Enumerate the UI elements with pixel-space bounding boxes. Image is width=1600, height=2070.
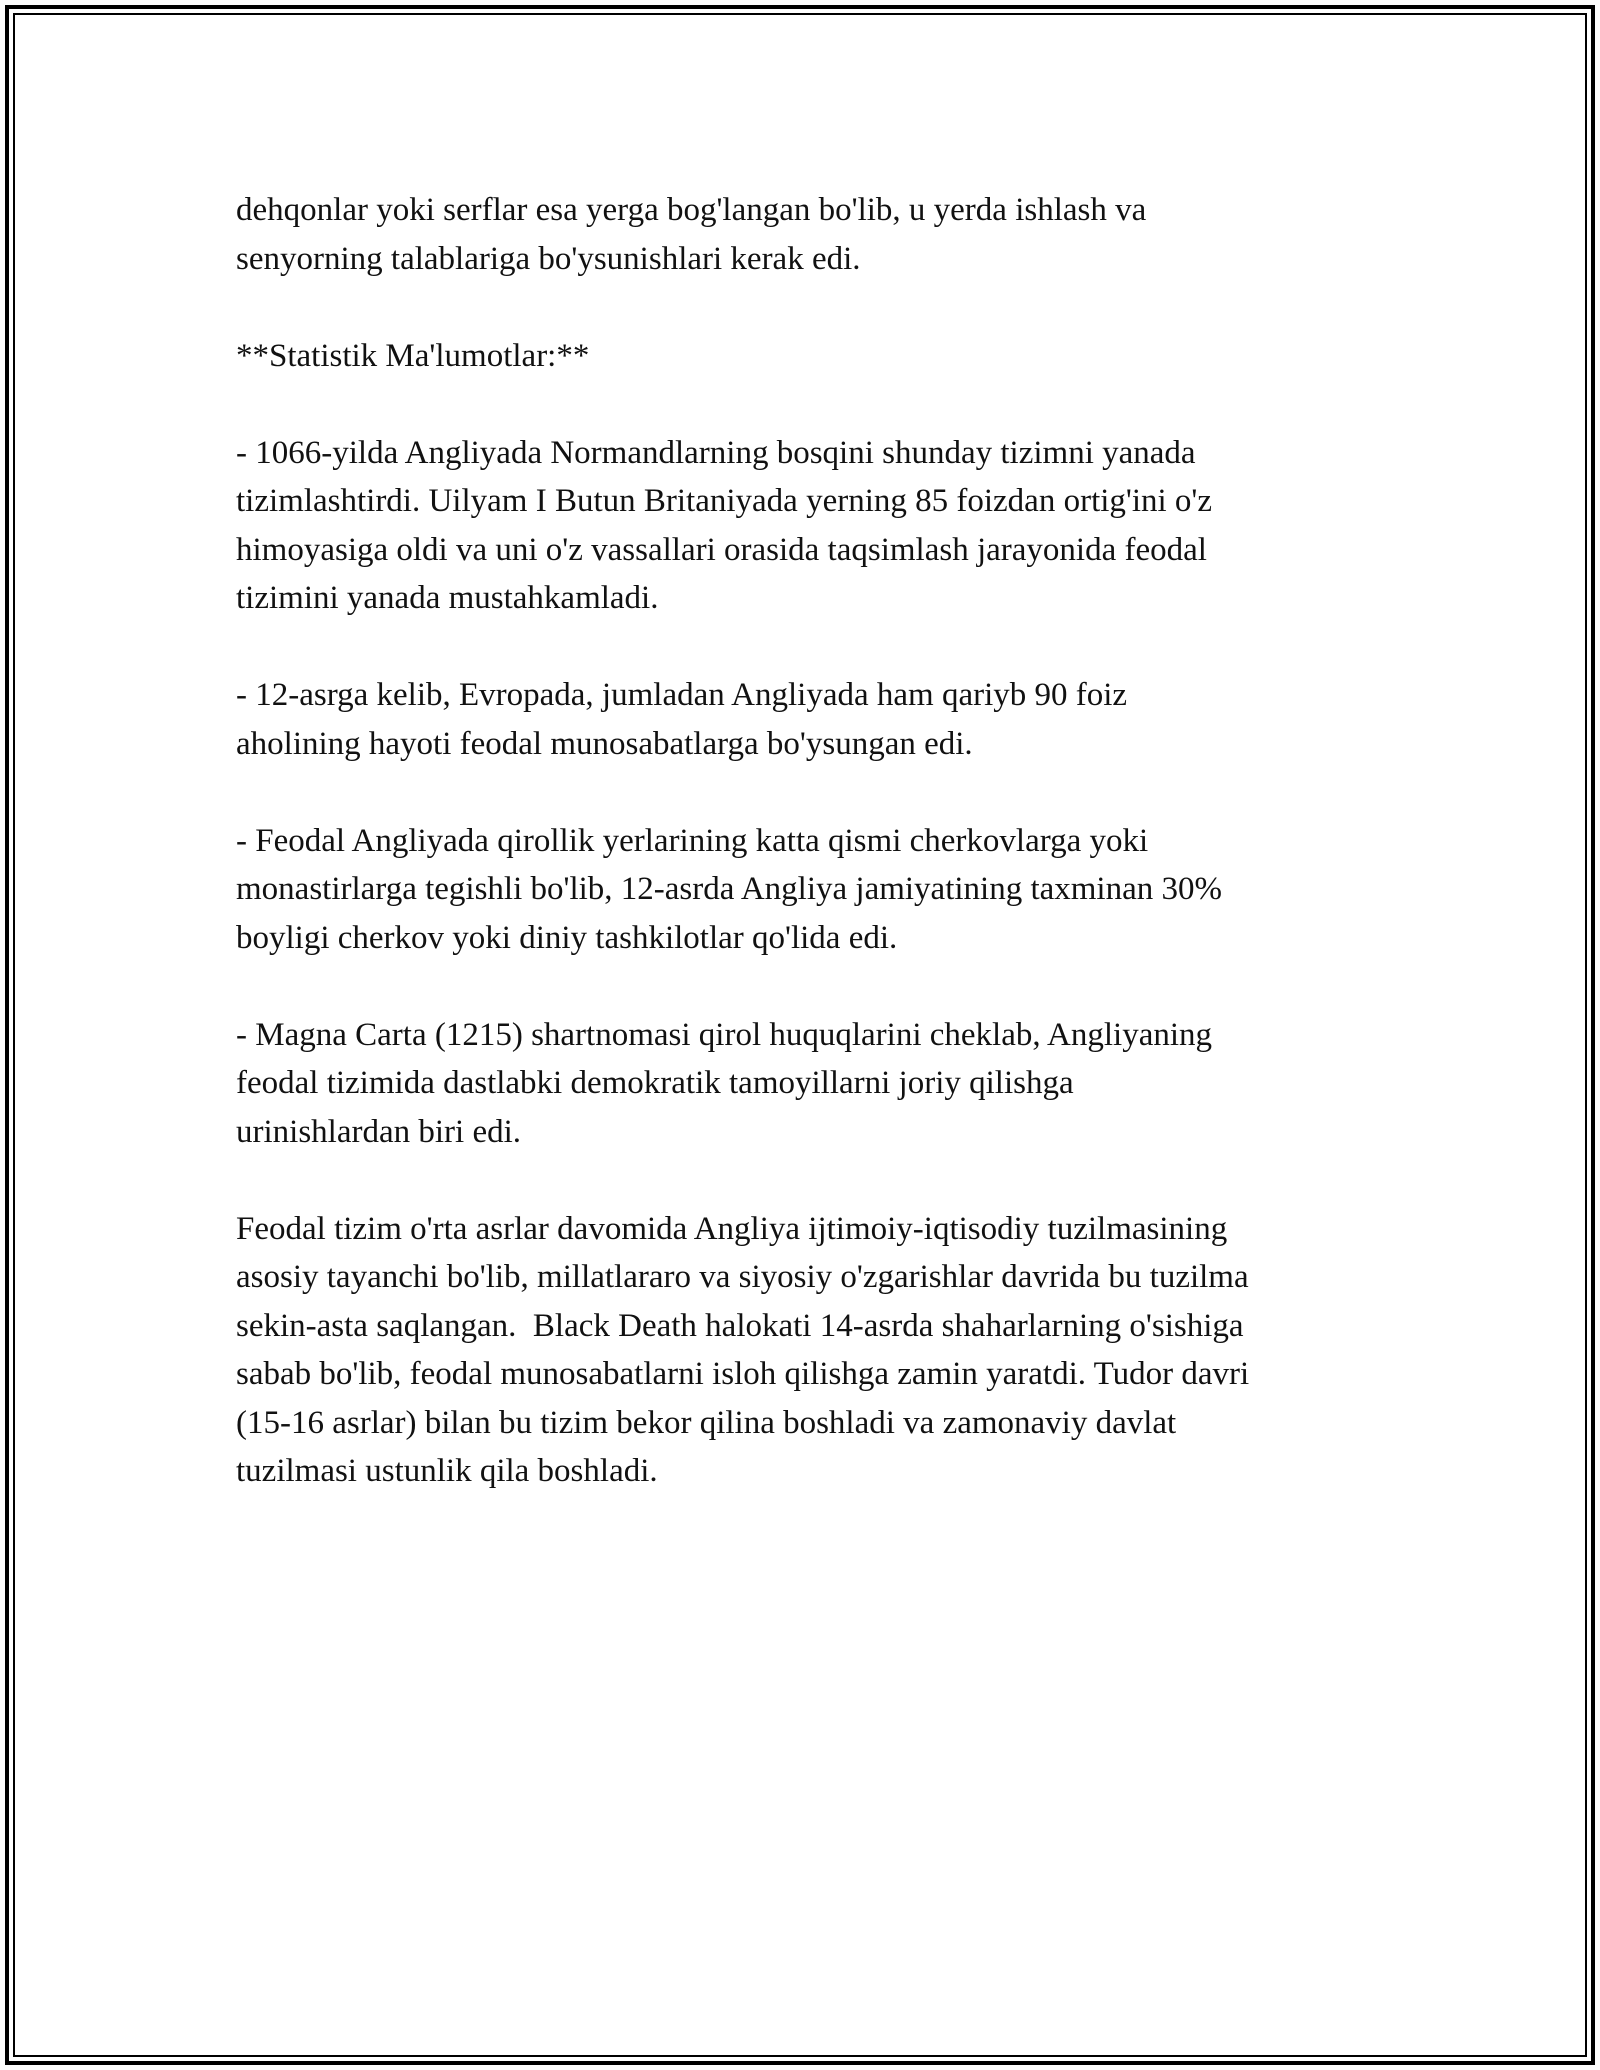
paragraph-serfs: dehqonlar yoki serflar esa yerga bog'langan bo'lib, u yerda ishlash va senyorning talablariga bo'ysunishlari kerak edi.	[236, 192, 1147, 277]
statistics-heading: **Statistik Ma'lumotlar:**	[236, 337, 590, 374]
document-body	[236, 186, 1366, 1496]
bullet-norman-conquest: - 1066-yilda Angliyada Normandlarning bosqini shunday tizimni yanada tizimlashtirdi. Uilyam I Butun Britaniyada yerning 85 foizdan ortig'ini o'z himoyasiga oldi va uni o'z vassallari orasida taqsimlash jarayonida feodal tizimini yanada mustahkamladi.	[236, 434, 1213, 616]
bullet-magna-carta: - Magna Carta (1215) shartnomasi qirol huquqlarini cheklab, Angliyaning feodal tizimida dastlabki demokratik tamoyillarni joriy qilishga urinishlardan biri edi.	[236, 1016, 1213, 1150]
bullet-church-lands: - Feodal Angliyada qirollik yerlarining katta qismi cherkovlarga yoki monastirlarga tegishli bo'lib, 12-asrda Angliya jamiyatining taxminan 30% boyligi cherkov yoki diniy tashkilotlar qo'lida edi.	[236, 822, 1222, 956]
paragraph-conclusion: Feodal tizim o'rta asrlar davomida Angliya ijtimoiy-iqtisodiy tuzilmasining asosiy tayanchi bo'lib, millatlararo va siyosiy o'zgarishlar davrida bu tuzilma sekin-asta saqlangan. Black Death halokati 14-asrda shaharlarning o'sishiga sabab bo'lib, feodal munosabatlarni isloh qilishga zamin yaratdi. Tudor davri (15-16 asrlar) bilan bu tizim bekor qilina boshladi va zamonaviy davlat tuzilmasi ustunlik qila boshladi.	[236, 1210, 1250, 1489]
bullet-12th-century: - 12-asrga kelib, Evropada, jumladan Angliyada ham qariyb 90 foiz aholining hayoti feodal munosabatlarga bo'ysungan edi.	[236, 677, 1128, 762]
